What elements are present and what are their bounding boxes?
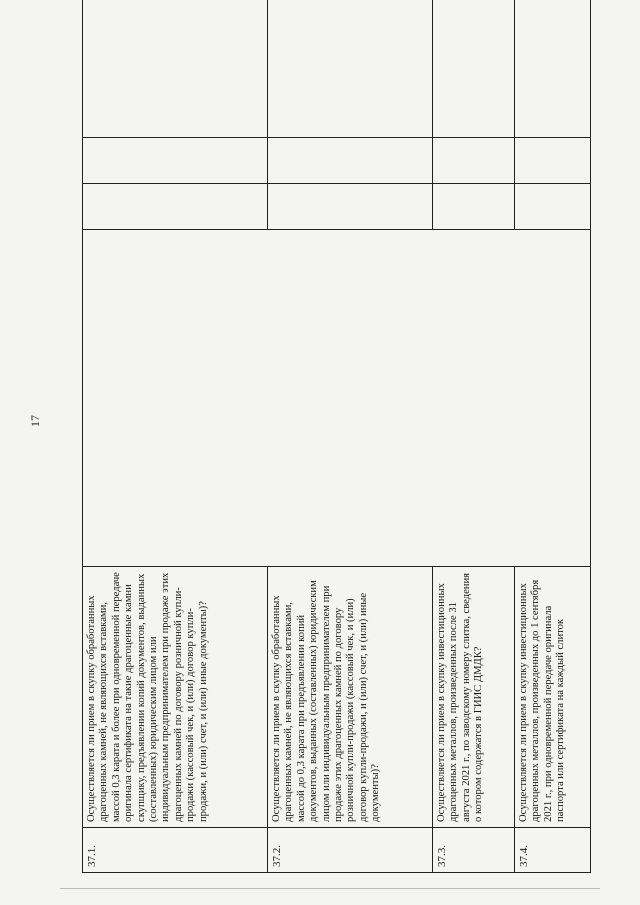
answer-no-cell [433, 138, 515, 184]
row-number: 37.4. [515, 828, 591, 873]
question-text: Осуществляется ли прием в скупку инвестиционных драгоценных металлов, произведенных после 31 августа 2021 г., по заводскому номеру слитка, сведения о котором содержатся в ГИИС ДМДК? [433, 567, 515, 828]
notes-cell [433, 0, 515, 138]
answer-no-cell [268, 138, 433, 184]
question-text: Осуществляется ли прием в скупку обработанных драгоценных камней, не являющихся вставками, массой 0,3 карата и более при одновременной передаче оригинала сертификата на такие драгоценные камни скупщику, предъявлении копий документов, выданных (составленных) юридическим лицом или индивидуальным предпринимателем при продаже этих драгоценных камней по договору розничной купли-продажи (кассовый чек, и (или) договор купли-продажи, и (или) счет, и (или) иные документы)? [83, 567, 268, 828]
checklist-table [82, 0, 591, 873]
answer-yes-cell [83, 184, 268, 230]
requisites-cell [83, 230, 591, 567]
notes-cell [515, 0, 591, 138]
page-edge-line [60, 888, 600, 889]
table-row [83, 0, 268, 873]
notes-cell [83, 0, 268, 138]
notes-cell [268, 0, 433, 138]
row-number: 37.2. [268, 828, 433, 873]
answer-no-cell [515, 138, 591, 184]
question-text: Осуществляется ли прием в скупку инвестиционных драгоценных металлов, произведенных до 1 сентября 2021 г., при одновременной передаче оригинала паспорта или сертификата на каждый слиток [515, 567, 591, 828]
answer-yes-cell [515, 184, 591, 230]
answer-no-cell [83, 138, 268, 184]
checklist-table-rotated [82, 28, 590, 873]
row-number: 37.1. [83, 828, 268, 873]
answer-yes-cell [268, 184, 433, 230]
row-number: 37.3. [433, 828, 515, 873]
question-text: Осуществляется ли прием в скупку обработанных драгоценных камней, не являющихся вставками, массой до 0,3 карата при предъявлении копий документов, выданных (составленных) юридическим лицом или индивидуальным предпринимателем при продаже этих драгоценных камней по договору розничной купли-продажи (кассовый чек, и (или) договор купли-продажи, и (или) счет, и (или) иные документы)? [268, 567, 433, 828]
page-number: 17 [28, 415, 42, 427]
answer-yes-cell [433, 184, 515, 230]
